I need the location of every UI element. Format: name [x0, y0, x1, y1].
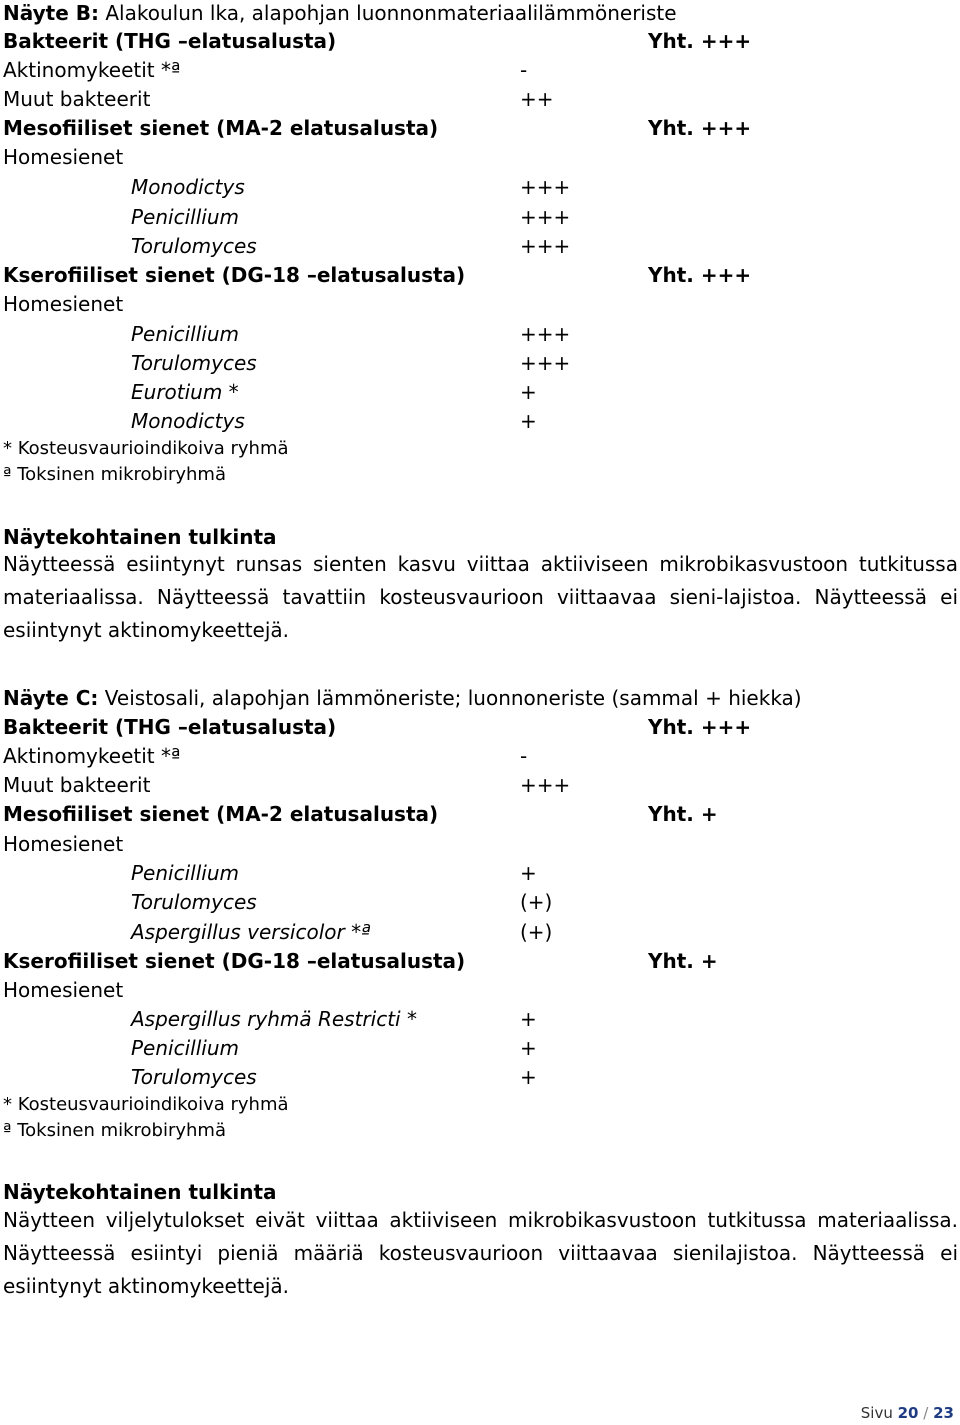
sample-b-meso-item-value: +++	[520, 234, 571, 258]
sample-c-xero-item-name: Torulomyces	[131, 1065, 257, 1089]
sample-b-actino-value: -	[520, 58, 528, 82]
sample-b-meso-item-name: Penicillium	[131, 205, 239, 229]
sample-c-meso-item-name: Penicillium	[131, 861, 239, 885]
sample-c-interpretation-heading: Näytekohtainen tulkinta	[3, 1180, 277, 1204]
sample-b-meso-total: Yht. +++	[648, 116, 752, 140]
sample-b-other-bacteria-value: ++	[520, 87, 554, 111]
sample-b-xero-item-name: Eurotium *	[131, 380, 239, 404]
sample-c-meso-item-name: Torulomyces	[131, 890, 257, 914]
footer-page-total: 23	[933, 1404, 954, 1422]
sample-c-meso-item-value: (+)	[520, 920, 553, 944]
sample-b-footnote-indicator: * Kosteusvaurioindikoiva ryhmä	[3, 438, 289, 459]
sample-b-meso-group: Homesienet	[3, 145, 124, 169]
sample-c-xero-heading: Kserofiiliset sienet (DG-18 –elatusalusta)	[3, 949, 466, 973]
sample-b-bacteria-total: Yht. +++	[648, 29, 752, 53]
sample-c-xero-item-name: Aspergillus ryhmä Restricti *	[131, 1007, 417, 1031]
footer-prefix: Sivu	[860, 1404, 893, 1422]
sample-b-xero-item-name: Penicillium	[131, 322, 239, 346]
sample-c-actino-label: Aktinomykeetit *ª	[3, 744, 181, 768]
sample-c-meso-item-name: Aspergillus versicolor *ª	[131, 920, 371, 944]
sample-c-xero-item-value: +	[520, 1007, 537, 1031]
sample-c-bacteria-heading: Bakteerit (THG –elatusalusta)	[3, 715, 337, 739]
page-footer	[861, 1403, 954, 1423]
sample-b-footnote-toxic: ª Toksinen mikrobiryhmä	[3, 464, 226, 485]
sample-b-xero-item-name: Monodictys	[131, 409, 245, 433]
sample-b-xero-item-name: Torulomyces	[131, 351, 257, 375]
sample-c-meso-group: Homesienet	[3, 832, 124, 856]
sample-c-other-bacteria-label: Muut bakteerit	[3, 773, 151, 797]
sample-b-actino-label: Aktinomykeetit *ª	[3, 58, 181, 82]
footer-separator: /	[923, 1404, 929, 1422]
sample-c-actino-value: -	[520, 744, 528, 768]
sample-b-bacteria-heading: Bakteerit (THG –elatusalusta)	[3, 29, 337, 53]
sample-b-other-bacteria-label: Muut bakteerit	[3, 87, 151, 111]
sample-b-xero-item-value: +++	[520, 322, 571, 346]
sample-b-title-text: Alakoulun lka, alapohjan luonnonmateriaalilämmöneriste	[105, 1, 677, 25]
sample-c-interpretation-text: Näytteen viljelytulokset eivät viittaa aktiiviseen mikrobikasvustoon tutkitussa materiaalissa. Näytteessä esiintyi pieniä määriä kosteusvaurioon viittaavaa sienilajistoa. Näytteessä ei esiintynyt aktinomykeettejä.	[3, 1208, 958, 1298]
sample-c-xero-group: Homesienet	[3, 978, 124, 1002]
sample-b-meso-item-value: +++	[520, 205, 571, 229]
sample-c-meso-heading: Mesofiiliset sienet (MA-2 elatusalusta)	[3, 802, 439, 826]
sample-b-title-label: Näyte B:	[3, 1, 99, 25]
sample-b-xero-group: Homesienet	[3, 292, 124, 316]
sample-b-meso-item-value: +++	[520, 175, 571, 199]
sample-b-meso-heading: Mesofiiliset sienet (MA-2 elatusalusta)	[3, 116, 439, 140]
sample-c-title	[3, 685, 802, 711]
sample-b-meso-item-name: Torulomyces	[131, 234, 257, 258]
sample-b-xero-item-value: +	[520, 409, 537, 433]
sample-b-interpretation-heading: Näytekohtainen tulkinta	[3, 525, 277, 549]
sample-c-footnote-toxic: ª Toksinen mikrobiryhmä	[3, 1120, 226, 1141]
sample-c-title-text: Veistosali, alapohjan lämmöneriste; luonnoneriste (sammal + hiekka)	[104, 686, 802, 710]
sample-c-xero-item-value: +	[520, 1065, 537, 1089]
sample-b-xero-heading: Kserofiiliset sienet (DG-18 –elatusalusta)	[3, 263, 466, 287]
sample-c-xero-item-value: +	[520, 1036, 537, 1060]
sample-c-xero-total: Yht. +	[648, 949, 718, 973]
footer-page-number: 20	[897, 1404, 919, 1422]
sample-c-meso-item-value: (+)	[520, 890, 553, 914]
sample-c-footnote-indicator: * Kosteusvaurioindikoiva ryhmä	[3, 1094, 289, 1115]
sample-b-xero-item-value: +	[520, 380, 537, 404]
sample-b-xero-total: Yht. +++	[648, 263, 752, 287]
sample-b-xero-item-value: +++	[520, 351, 571, 375]
sample-b-title	[3, 0, 677, 26]
sample-b-interpretation-text: Näytteessä esiintynyt runsas sienten kasvu viittaa aktiiviseen mikrobikasvustoon tutkitussa materiaalissa. Näytteessä tavattiin kosteusvaurioon viittaavaa sieni-lajistoa. Näytteessä ei esiintynyt aktinomykeettejä.	[3, 552, 958, 642]
sample-c-title-label: Näyte C:	[3, 686, 99, 710]
sample-c-other-bacteria-value: +++	[520, 773, 571, 797]
sample-c-xero-item-name: Penicillium	[131, 1036, 239, 1060]
sample-c-meso-item-value: +	[520, 861, 537, 885]
sample-b-meso-item-name: Monodictys	[131, 175, 245, 199]
sample-c-bacteria-total: Yht. +++	[648, 715, 752, 739]
sample-c-meso-total: Yht. +	[648, 802, 718, 826]
